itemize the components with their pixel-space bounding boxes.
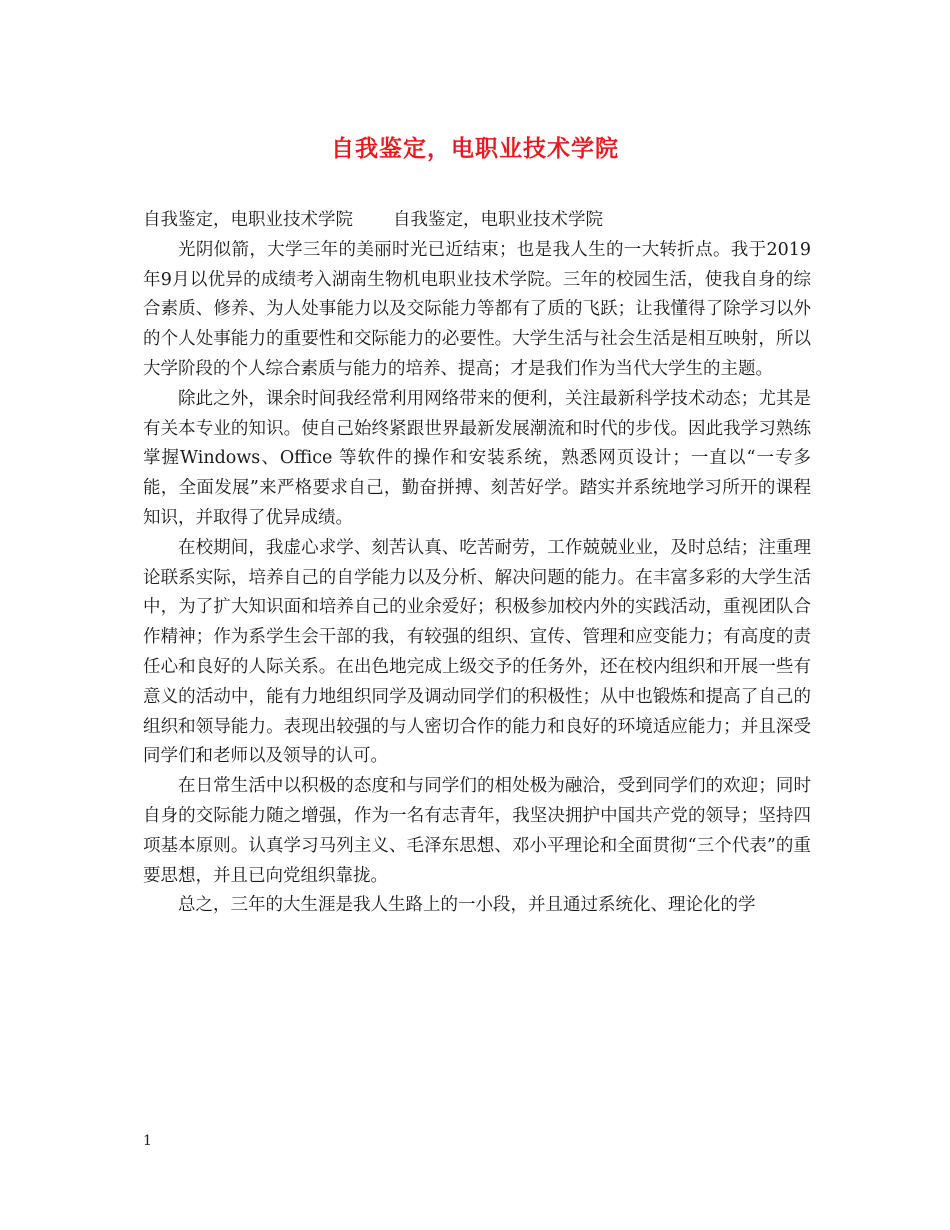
paragraph-5: 总之，三年的大生涯是我人生路上的一小段，并且通过系统化、理论化的学 [178, 895, 756, 916]
document-title: 自我鉴定，电职业技术学院 [331, 135, 619, 162]
subtitle-line [143, 206, 811, 236]
document-body [143, 206, 811, 921]
page-number: 1 [143, 1133, 152, 1149]
subtitle-text-1: 自我鉴定，电职业技术学院 [143, 210, 353, 230]
paragraph-1: 光阴似箭，大学三年的美丽时光已近结束；也是我人生的一大转折点。我于2019年9月以优异的成绩考入湖南生物机电职业技术学院。三年的校园生活，使我自身的综合素质、修养、为人处事能力以及交际能力等都有了质的飞跃；让我懂得了除学习以外的个人处事能力的重要性和交际能力的必要性。大学生活与社会生活是相互映射，所以大学阶段的个人综合素质与能力的培养、提高；才是我们作为当代大学生的主题。 [143, 239, 811, 379]
paragraph-3: 在校期间，我虚心求学、刻苦认真、吃苦耐劳，工作兢兢业业，及时总结；注重理论联系实际，培养自己的自学能力以及分析、解决问题的能力。在丰富多彩的大学生活中，为了扩大知识面和培养自己的业余爱好；积极参加校内外的实践活动，重视团队合作精神；作为系学生会干部的我，有较强的组织、宣传、管理和应变能力；有高度的责任心和良好的人际关系。在出色地完成上级交予的任务外，还在校内组织和开展一些有意义的活动中，能有力地组织同学及调动同学们的积极性；从中也锻炼和提高了自己的组织和领导能力。表现出较强的与人密切合作的能力和良好的环境适应能力；并且深受同学们和老师以及领导的认可。 [143, 537, 811, 767]
paragraph-2: 除此之外，课余时间我经常利用网络带来的便利，关注最新科学技术动态；尤其是有关本专业的知识。使自己始终紧跟世界最新发展潮流和时代的步伐。因此我学习熟练掌握Windows、Office 等软件的操作和安装系统，熟悉网页设计；一直以“一专多能，全面发展”来严格要求自己，勤奋拼搏、刻苦好学。踏实并系统地学习所开的课程知识，并取得了优异成绩。 [143, 388, 811, 528]
subtitle-text-2: 自我鉴定，电职业技术学院 [393, 210, 603, 230]
paragraph-4: 在日常生活中以积极的态度和与同学们的相处极为融洽，受到同学们的欢迎；同时自身的交际能力随之增强，作为一名有志青年，我坚决拥护中国共产党的领导；坚持四项基本原则。认真学习马列主义、毛泽东思想、邓小平理论和全面贯彻“三个代表”的重要思想，并且已向党组织靠拢。 [143, 776, 811, 886]
